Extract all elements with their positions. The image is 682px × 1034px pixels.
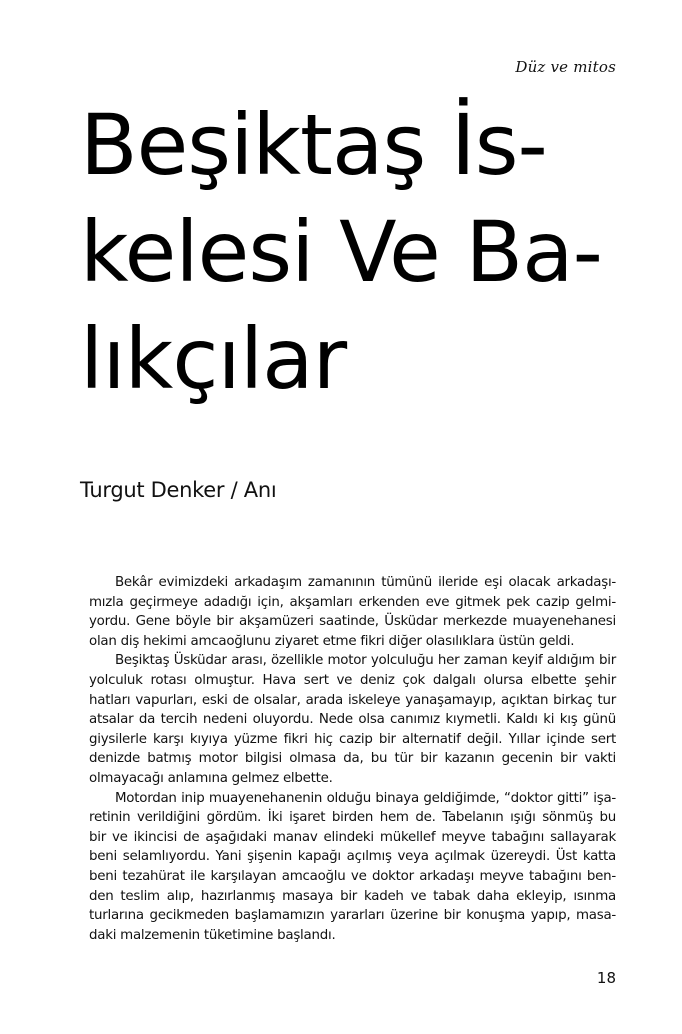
body-line: turlarına gecikmeden başlamamızın yararları üzerine bir konuşma yapıp, masa- <box>89 908 616 924</box>
body-line: daki malzemenin tüketimine başlandı. <box>89 927 336 943</box>
body-line: Motordan inip muayenehanenin olduğu binaya geldiğimde, “doktor gitti” işa- <box>115 790 616 806</box>
body-line: olan diş hekimi amcaoğlunu ziyaret etme fikri diğer olasılıklara üstün geldi. <box>89 633 575 649</box>
body-line: hatları vapurları, eski de olsalar, arada iskeleye yanaşamayıp, açıktan birkaç tur <box>89 692 616 708</box>
article-title <box>80 92 640 413</box>
body-line: beni selamlıyordu. Yani şişenin kapağı açılmış veya açılmak üzereydi. Üst katta <box>89 849 616 865</box>
body-line: den teslim alıp, hazırlanmış masaya bir kadeh ve tabak daha ekleyip, ısınma <box>89 888 616 904</box>
body-line: Bekâr evimizdeki arkadaşım zamanının tümünü ileride eşi olacak arkadaşı- <box>115 575 616 590</box>
title-line-3: lıkçılar <box>80 310 347 408</box>
body-line: mızla geçirmeye adadığı için, akşamları erkenden eve gitmek pek cazip gelmi- <box>89 594 616 610</box>
article-body <box>89 573 616 945</box>
body-line: giysilerle karşı kıyıya yüzme fikri hiç cazip bir alternatif değil. Yıllar içinde sert <box>89 731 616 747</box>
author-byline: Turgut Denker / Anı <box>80 478 277 502</box>
body-line: denizde batmış motor bilgisi olmasa da, bu tür bir kazanın gecenin bir vakti <box>89 751 616 767</box>
body-line: Beşiktaş Üsküdar arası, özellikle motor yolculuğu her zaman keyif aldığım bir <box>115 653 616 669</box>
body-line: retinin verildiğini gördüm. İki işaret birden hem de. Tabelanın ışığı sönmüş bu <box>89 810 616 826</box>
body-line: atsalar da tercih nedeni oluyordu. Nede olsa canımız kıymetli. Kaldı ki kış günü <box>89 712 616 728</box>
body-line: olmayacağı anlamına gelmez elbette. <box>89 770 333 786</box>
body-line: yordu. Gene böyle bir akşamüzeri saatinde, Üsküdar merkezde muayenehanesi <box>89 614 616 630</box>
body-line: beni tezahürat ile karşılayan amcaoğlu ve doktor arkadaşı meyve tabağını ben- <box>89 868 616 884</box>
running-head: Düz ve mitos <box>515 58 616 76</box>
page-number: 18 <box>596 969 616 987</box>
title-line-2: kelesi Ve Ba- <box>80 203 602 301</box>
body-line: yolculuk rotası olmuştur. Hava sert ve deniz çok dalgalı olursa elbette şehir <box>89 672 616 688</box>
title-line-1: Beşiktaş İs- <box>80 96 547 194</box>
body-line: bir ve ikincisi de aşağıdaki manav elindeki mükellef meyve tabağını sallayarak <box>89 829 616 845</box>
